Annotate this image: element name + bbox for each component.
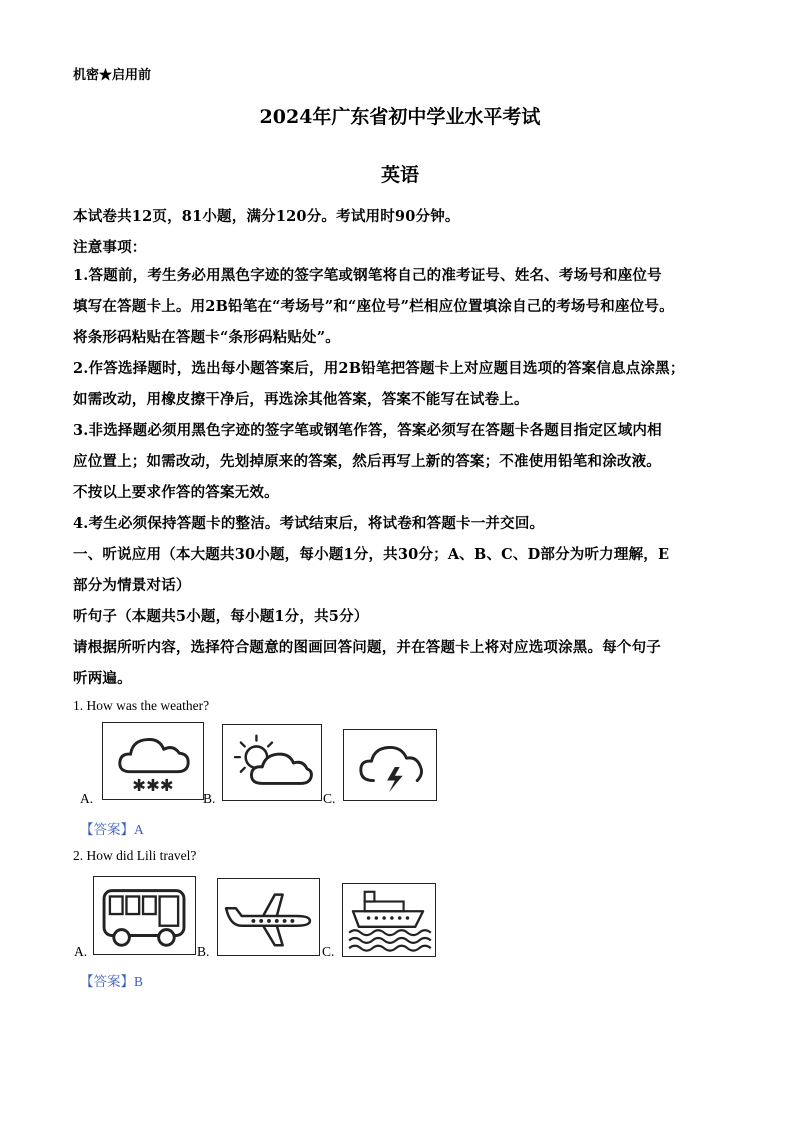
note-line: 如需改动，用橡皮擦干净后，再选涂其他答案，答案不能写在试卷上。 (73, 391, 529, 408)
option-b-image[interactable] (222, 724, 322, 801)
bus-icon (94, 877, 195, 954)
note-line: 不按以上要求作答的答案无效。 (73, 484, 279, 501)
thunder-cloud-icon (344, 730, 436, 800)
note-line: 2.作答选择题时，选出每小题答案后，用2B铅笔把答题卡上对应题目选项的答案信息点涂黑； (73, 360, 685, 377)
option-b-label: B. (197, 944, 210, 959)
answer-2: 【答案】B (80, 974, 144, 989)
option-c-image[interactable] (343, 729, 437, 801)
note-line: 4.考生必须保持答题卡的整洁。考试结束后，将试卷和答题卡一并交回。 (73, 515, 545, 532)
exam-title: 2024年广东省初中学业水平考试 (259, 106, 541, 128)
note-line: 将条形码粘贴在答题卡“条形码粘贴处”。 (73, 329, 340, 346)
airplane-icon (218, 879, 319, 955)
note-line: 填写在答题卡上。用2B铅笔在“考场号”和“座位号”栏相应位置填涂自己的考场号和座位号。 (73, 298, 674, 315)
section-heading: 一、听说应用（本大题共30小题，每小题1分，共30分；A、B、C、D部分为听力理解，E (73, 546, 670, 563)
question-1: 1. How was the weather? (73, 698, 210, 713)
svg-text:✱✱✱: ✱✱✱ (132, 776, 174, 796)
ship-icon (343, 884, 435, 956)
confidential-label: 机密★启用前 (73, 68, 152, 83)
notice-title: 注意事项： (73, 239, 147, 256)
note-line: 1.答题前，考生务必用黑色字迹的签字笔或钢笔将自己的准考证号、姓名、考场号和座位号 (73, 267, 662, 284)
answer-1: 【答案】A (80, 822, 144, 837)
note-line: 应位置上；如需改动，先划掉原来的答案，然后再写上新的答案；不准使用铅笔和涂改液。 (73, 453, 661, 470)
subject-title: 英语 (380, 164, 419, 186)
partly-sunny-cloud-icon (223, 725, 321, 800)
option-c-label: C. (322, 944, 335, 959)
option-a-image[interactable] (102, 722, 204, 800)
instruction-cont: 听两遍。 (73, 670, 132, 687)
option-b-image[interactable] (217, 878, 320, 956)
instruction: 请根据所听内容，选择符合题意的图画回答问题，并在答题卡上将对应选项涂黑。每个句子 (73, 639, 661, 656)
option-c-image[interactable] (342, 883, 436, 957)
question-2: 2. How did Lili travel? (73, 848, 197, 863)
part-title: 听句子（本题共5小题，每小题1分，共5分） (73, 608, 369, 625)
option-a-image[interactable] (93, 876, 196, 955)
option-c-label: C. (323, 791, 336, 806)
section-heading-cont: 部分为情景对话） (73, 577, 191, 594)
snow-cloud-icon (103, 723, 203, 799)
option-b-label: B. (203, 791, 216, 806)
option-a-label: A. (80, 791, 94, 806)
note-line: 3.非选择题必须用黑色字迹的签字笔或钢笔作答，答案必须写在答题卡各题目指定区域内相 (73, 422, 662, 439)
exam-summary: 本试卷共12页，81小题，满分120分。考试用时90分钟。 (73, 208, 460, 225)
option-a-label: A. (74, 944, 88, 959)
